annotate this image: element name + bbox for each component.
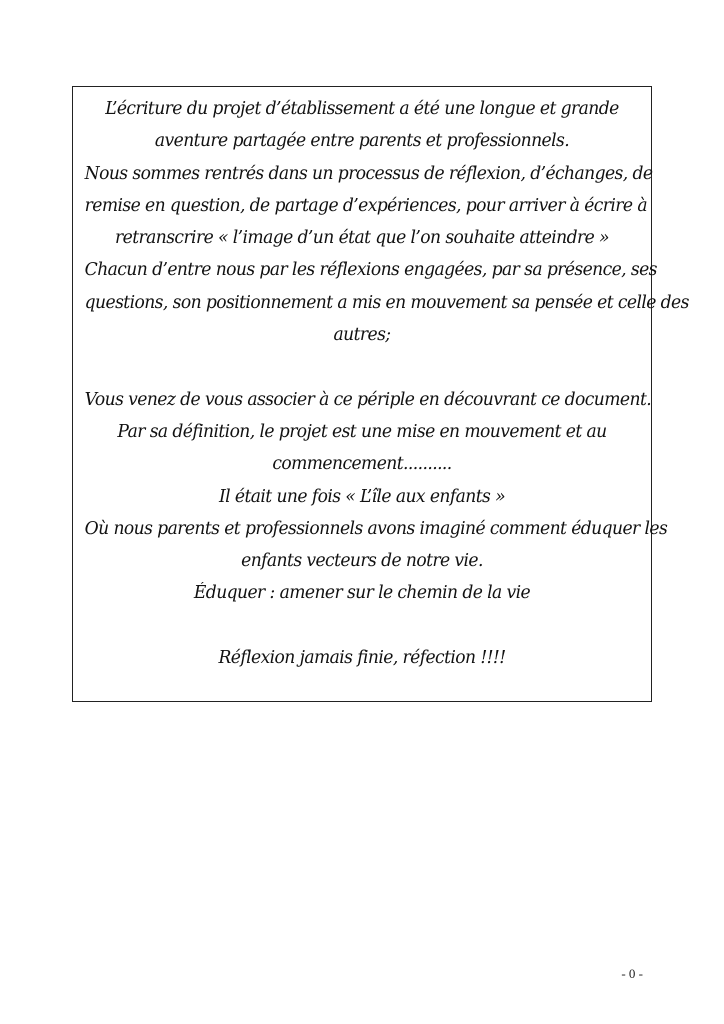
text-line: aventure partagée entre parents et professionnels. (154, 131, 570, 152)
text-line: Vous venez de vous associer à ce périple en découvrant ce document. (84, 389, 652, 410)
text-line: autres; (333, 325, 391, 346)
blank-line (85, 610, 640, 642)
text-line: questions, son positionnement a mis en mouvement sa pensée et celle des (84, 292, 689, 313)
page-number: - 0 - (621, 966, 643, 981)
text-line: enfants vecteurs de notre vie. (241, 551, 483, 572)
blank-line (85, 351, 640, 383)
text-line: commencement.......... (272, 454, 452, 475)
text-line: Éduquer : amener sur le chemin de la vie (193, 583, 531, 604)
text-frame (72, 86, 689, 702)
text-line: Par sa définition, le projet est une mise en mouvement et au (117, 421, 607, 442)
text-line: Chacun d’entre nous par les réflexions engagées, par sa présence, ses (84, 260, 657, 281)
text-line: Où nous parents et professionnels avons imaginé comment éduquer les (84, 518, 668, 539)
text-line: remise en question, de partage d’expériences, pour arriver à écrire à (84, 195, 647, 216)
text-line: Nous sommes rentrés dans un processus de réflexion, d’échanges, de (84, 163, 653, 184)
text-line: Réflexion jamais finie, réfection !!!! (218, 648, 506, 669)
text-line: L’écriture du projet d’établissement a été une longue et grande (105, 99, 619, 119)
text-line: Il était une fois « L’île aux enfants » (218, 486, 506, 507)
text-line: retranscrire « l’image d’un état que l’on souhaite atteindre » (115, 228, 609, 249)
